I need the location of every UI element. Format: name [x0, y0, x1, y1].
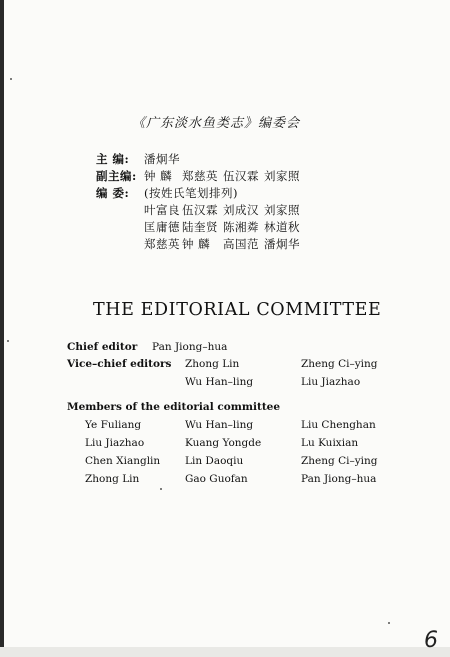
en-member-name: Pan Jiong–hua: [301, 473, 377, 485]
scan-bottom-edge: [0, 647, 450, 657]
en-vice-label: Vice–chief editors: [67, 358, 172, 370]
page-number: 6: [424, 628, 438, 653]
en-vice-name: Liu Jiazhao: [301, 376, 361, 388]
cn-member-name: 叶富良: [144, 203, 180, 217]
cn-members-note: (按姓氏笔划排列): [144, 186, 238, 200]
en-member-name: Lu Kuixian: [301, 437, 359, 449]
en-vice-name: Zhong Lin: [185, 358, 240, 370]
cn-member-name: 刘成汉: [223, 203, 259, 217]
cn-member-name: 林道秋: [264, 220, 300, 234]
cn-vice-name: 钟 麟: [144, 169, 173, 183]
cn-member-name: 刘家照: [264, 203, 300, 217]
cn-editor-label: 主 编:: [96, 152, 130, 166]
chinese-title: 《广东淡水鱼类志》编委会: [132, 116, 301, 131]
cn-vice-label: 副主编:: [96, 169, 137, 183]
cn-editor-name: 潘炯华: [144, 152, 180, 166]
cn-member-name: 潘炯华: [264, 237, 300, 251]
en-member-name: Liu Jiazhao: [85, 437, 145, 449]
en-member-name: Chen Xianglin: [85, 455, 161, 467]
en-vice-name: Wu Han–ling: [185, 376, 254, 388]
cn-vice-name: 伍汉霖: [223, 169, 259, 183]
scan-speck: [160, 488, 162, 490]
en-chief-name: Pan Jiong–hua: [152, 341, 228, 353]
scan-speck: [10, 78, 12, 80]
cn-member-name: 钟 麟: [182, 237, 211, 251]
en-member-name: Liu Chenghan: [301, 419, 376, 431]
english-title: THE EDITORIAL COMMITTEE: [93, 300, 382, 320]
en-member-name: Wu Han–ling: [185, 419, 254, 431]
cn-vice-name: 刘家照: [264, 169, 300, 183]
en-members-label: Members of the editorial committee: [67, 401, 281, 413]
cn-member-name: 高国范: [223, 237, 259, 251]
en-member-name: Gao Guofan: [185, 473, 248, 485]
en-member-name: Lin Daoqiu: [185, 455, 244, 467]
en-member-name: Zheng Ci–ying: [301, 455, 378, 467]
en-vice-name: Zheng Ci–ying: [301, 358, 378, 370]
cn-member-name: 伍汉霖: [182, 203, 218, 217]
en-member-name: Ye Fuliang: [85, 419, 142, 431]
cn-members-label: 编 委:: [96, 186, 130, 200]
cn-member-name: 匡庸德: [144, 220, 180, 234]
scan-edge: [0, 0, 4, 657]
cn-member-name: 陈湘粦: [223, 220, 259, 234]
cn-member-name: 陆奎贤: [182, 220, 218, 234]
scan-speck: [7, 340, 9, 342]
cn-member-name: 郑慈英: [144, 237, 180, 251]
en-member-name: Zhong Lin: [85, 473, 140, 485]
scan-speck: [388, 622, 390, 624]
en-chief-label: Chief editor: [67, 341, 138, 353]
en-member-name: Kuang Yongde: [185, 437, 262, 449]
cn-vice-name: 郑慈英: [182, 169, 218, 183]
